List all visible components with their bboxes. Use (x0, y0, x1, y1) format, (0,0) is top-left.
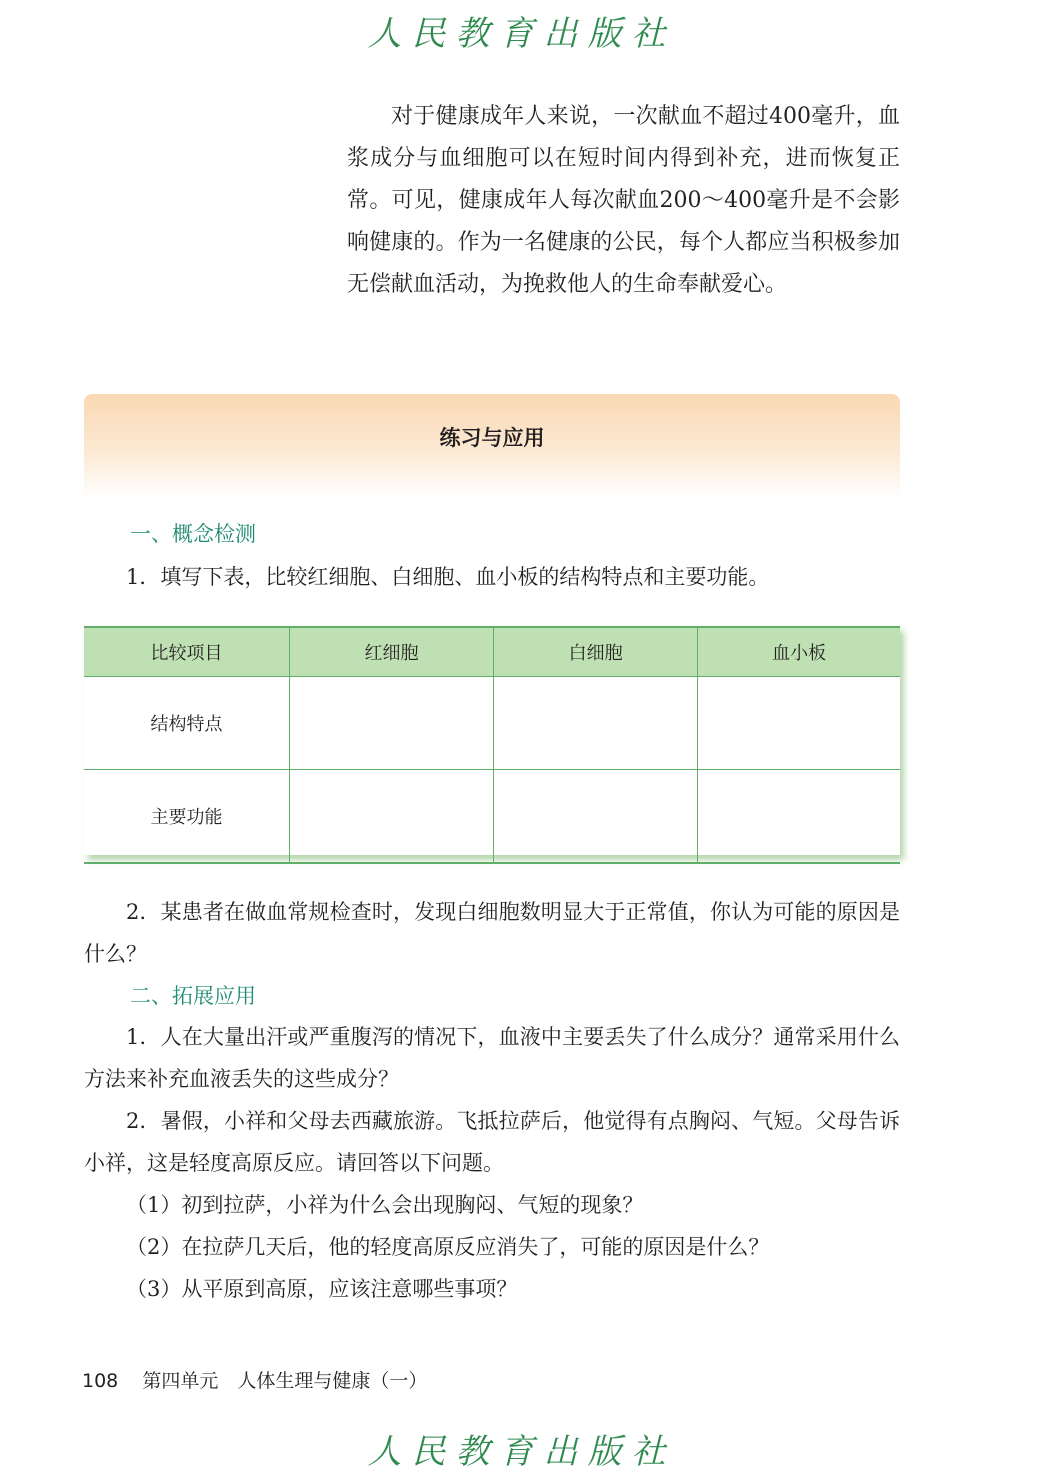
part2-subquestion-3: （3）从平原到高原，应该注意哪些事项？ (126, 1277, 518, 1301)
part2-question-1: 1．人在大量出汗或严重腹泻的情况下，血液中主要丢失了什么成分？通常采用什么方法来补充血液丢失的这些成分？ (84, 1025, 900, 1091)
page-footer (82, 1366, 427, 1393)
part2-heading: 二、拓展应用 (130, 984, 256, 1008)
comparison-table (84, 626, 900, 855)
part2-question-2: 2．暑假，小祥和父母去西藏旅游。飞抵拉萨后，他觉得有点胸闷、气短。父母告诉小祥，这是轻度高原反应。请回答以下问题。 (84, 1109, 900, 1175)
part1-question-1: 1．填写下表，比较红细胞、白细胞、血小板的结构特点和主要功能。 (126, 565, 770, 589)
table-header-cell: 血小板 (698, 627, 900, 677)
table-header-row (84, 627, 900, 677)
table-row-label: 结构特点 (84, 677, 290, 770)
table-header-cell: 红细胞 (290, 627, 494, 677)
table-cell (290, 770, 494, 864)
table-cell (494, 677, 698, 770)
unit-title: 第四单元 人体生理与健康（一） (142, 1370, 428, 1392)
table-row (84, 677, 900, 770)
table-header-cell: 比较项目 (84, 627, 290, 677)
section-title: 练习与应用 (439, 426, 545, 450)
table-row (84, 770, 900, 864)
table-cell (290, 677, 494, 770)
table-header-cell: 白细胞 (494, 627, 698, 677)
intro-text: 对于健康成年人来说，一次献血不超过400毫升，血浆成分与血细胞可以在短时间内得到补充，进而恢复正常。可见，健康成年人每次献血200～400毫升是不会影响健康的。作为一名健康的公民，每个人都应当积极参加无偿献血活动，为挽救他人的生命奉献爱心。 (347, 104, 900, 297)
publisher-watermark-bottom: 人民教育出版社 (367, 1432, 676, 1472)
section-banner (84, 394, 900, 498)
part2-subquestion-2: （2）在拉萨几天后，他的轻度高原反应消失了，可能的原因是什么？ (126, 1235, 770, 1259)
part1-heading: 一、概念检测 (130, 522, 256, 546)
part1-question-2: 2．某患者在做血常规检查时，发现白细胞数明显大于正常值，你认为可能的原因是什么？ (84, 900, 900, 966)
part2-subquestion-1: （1）初到拉萨，小祥为什么会出现胸闷、气短的现象？ (126, 1193, 644, 1217)
page-number: 108 (82, 1370, 119, 1392)
publisher-watermark-top: 人民教育出版社 (367, 14, 676, 54)
table-cell (698, 677, 900, 770)
table-cell (494, 770, 698, 864)
table-cell (698, 770, 900, 864)
table-row-label: 主要功能 (84, 770, 290, 864)
intro-paragraph (347, 96, 900, 306)
